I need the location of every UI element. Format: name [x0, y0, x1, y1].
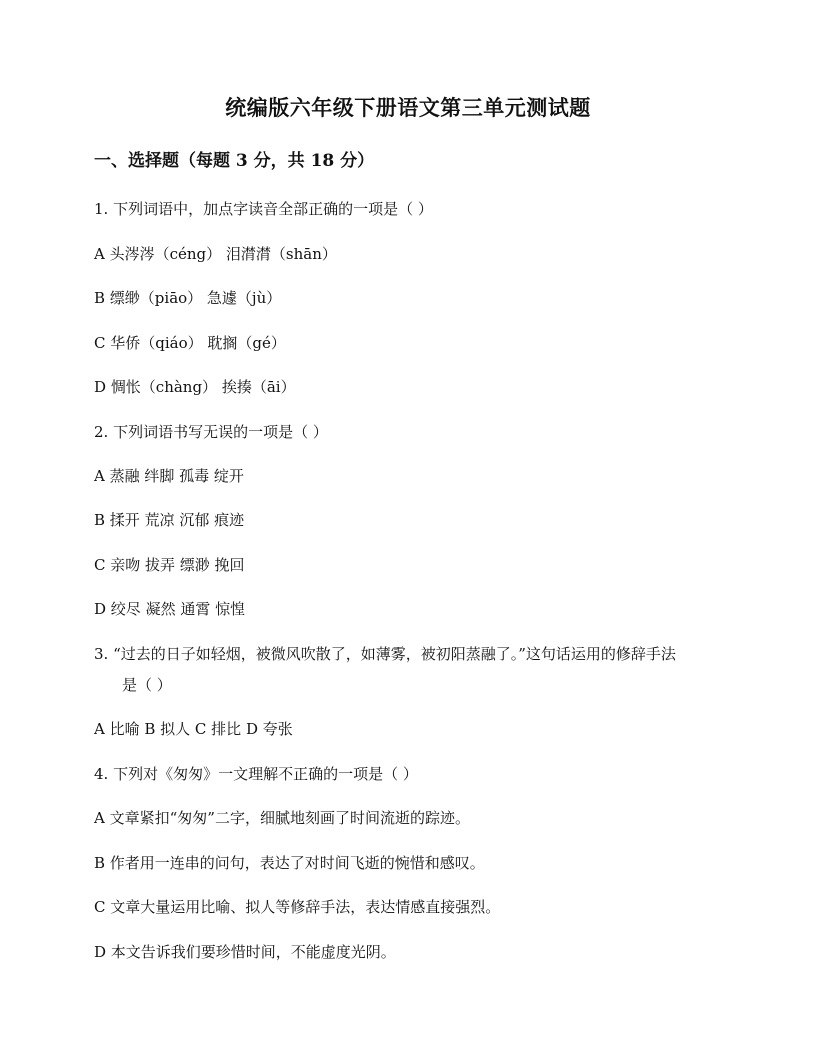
q4-option-c: C 文章大量运用比喻、拟人等修辞手法，表达情感直接强烈。	[94, 898, 501, 916]
question-3: 3. “过去的日子如轻烟，被微风吹散了，如薄雾，被初阳蒸融了。”这句话运用的修辞手法	[94, 645, 676, 663]
q2-option-a: A 蒸融 绊脚 孤毒 绽开	[94, 467, 244, 485]
q4-option-d: D 本文告诉我们要珍惜时间，不能虚度光阴。	[94, 943, 396, 961]
q4-option-b: B 作者用一连串的问句，表达了对时间飞逝的惋惜和感叹。	[94, 854, 485, 872]
q1-option-a: A 头涔涔（céng） 泪潸潸（shān）	[94, 245, 337, 263]
question-2: 2. 下列词语书写无误的一项是（ ）	[94, 423, 328, 441]
q1-option-c: C 华侨（qiáo） 耽搁（gé）	[94, 334, 286, 352]
q1-option-d: D 惆怅（chàng） 挨揍（āi）	[94, 378, 296, 396]
q3-options: A 比喻 B 拟人 C 排比 D 夸张	[94, 720, 293, 738]
question-1: 1. 下列词语中，加点字读音全部正确的一项是（ ）	[94, 200, 433, 218]
q4-option-a: A 文章紧扣“匆匆”二字，细腻地刻画了时间流逝的踪迹。	[94, 809, 470, 827]
question-4: 4. 下列对《匆匆》一文理解不正确的一项是（ ）	[94, 765, 418, 783]
question-3-continuation: 是（ ）	[122, 676, 172, 694]
q1-option-b: B 缥缈（piāo） 急遽（jù）	[94, 289, 282, 307]
q2-option-c: C 亲吻 拔弄 缥渺 挽回	[94, 556, 245, 574]
q2-option-d: D 绞尽 凝然 通霄 惊惶	[94, 600, 246, 618]
section-heading: 一、选择题（每题 3 分，共 18 分）	[94, 151, 375, 171]
q2-option-b: B 揉开 荒凉 沉郁 痕迹	[94, 511, 245, 529]
document-title: 统编版六年级下册语文第三单元测试题	[225, 95, 591, 120]
